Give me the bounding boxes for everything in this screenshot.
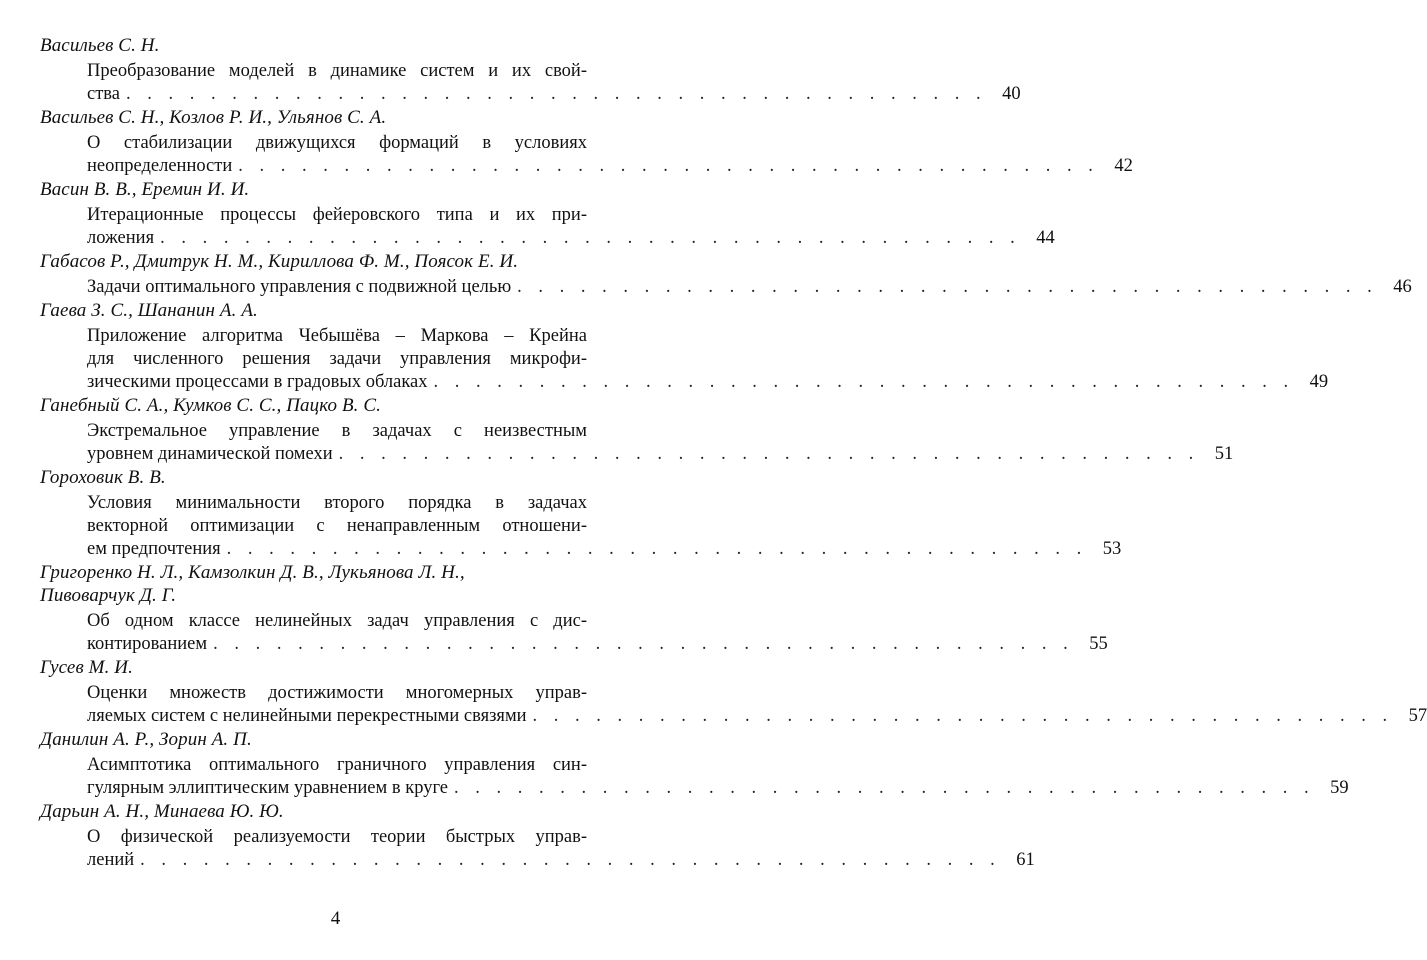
- entry-title-line: зическими процессами в градовых облаках: [87, 372, 428, 392]
- entry-authors: Ганебный С. А., Кумков С. С., Пацко В. С.: [40, 395, 381, 416]
- dot-leader: . . . . . . . . . . . . . . . . . . . . . . . . . . . . . . . . . . . . . . . . .: [454, 778, 1315, 798]
- dot-leader: . . . . . . . . . . . . . . . . . . . . . . . . . . . . . . . . . . . . . . . . .: [338, 444, 1200, 464]
- entry-title: [87, 276, 1412, 299]
- entry-title-line: Экстремальное управление в задачах с неизвестным: [87, 421, 587, 441]
- entry-title-line: Преобразование моделей в динамике систем и их свой-: [87, 61, 587, 81]
- dot-leader: . . . . . . . . . . . . . . . . . . . . . . . . . . . . . . . . . . . . . . . . .: [160, 228, 1021, 248]
- entry-title-line: векторной оптимизации с ненаправленным отношени-: [87, 516, 587, 536]
- page-number: 4: [330, 908, 341, 929]
- dot-leader: . . . . . . . . . . . . . . . . . . . . . . . . . . . . . . . . . . . . . . . . .: [532, 706, 1394, 726]
- toc-entry: [40, 656, 1427, 728]
- entry-title-last-line: [87, 538, 1122, 561]
- entry-title: [87, 204, 1055, 250]
- dot-leader: . . . . . . . . . . . . . . . . . . . . . . . . . . . . . . . . . . . . . . . . .: [213, 634, 1074, 654]
- entry-title: [87, 60, 1021, 106]
- dot-leader: . . . . . . . . . . . . . . . . . . . . . . . . . . . . . . . . . . . . . . . . .: [517, 277, 1378, 297]
- entry-page-number: 46: [1393, 277, 1412, 297]
- entry-title-last-line: [87, 371, 1329, 394]
- entry-title-line: ем предпочтения: [87, 539, 221, 559]
- toc-entry: [40, 561, 1108, 656]
- entry-page-number: 42: [1114, 156, 1133, 176]
- entry-title: [87, 420, 1234, 466]
- toc-entry: [40, 178, 1055, 250]
- entry-title-line: ляемых систем с нелинейными перекрестными связями: [87, 706, 527, 726]
- entry-title: [87, 682, 1427, 728]
- entry-page-number: 40: [1002, 84, 1021, 104]
- entry-title-line: контированием: [87, 634, 208, 654]
- entry-title-line: уровнем динамической помехи: [87, 444, 333, 464]
- entry-title: [87, 325, 1329, 394]
- entry-page-number: 55: [1089, 634, 1108, 654]
- entry-title-last-line: [87, 227, 1055, 250]
- entry-authors: Гусев М. И.: [40, 657, 133, 678]
- entry-title-last-line: [87, 443, 1234, 466]
- entry-title: [87, 132, 1133, 178]
- entry-title-line: гулярным эллиптическим уравнением в круге: [87, 778, 449, 798]
- entry-title-line: ложения: [87, 228, 155, 248]
- entry-authors: Васильев С. Н., Козлов Р. И., Ульянов С. А.: [40, 107, 387, 128]
- entry-authors: Васильев С. Н.: [40, 35, 160, 56]
- entry-authors: Габасов Р., Дмитрук Н. М., Кириллова Ф. М., Поясок Е. И.: [40, 251, 519, 272]
- entry-title-last-line: [87, 155, 1133, 178]
- entry-title-last-line: [87, 83, 1021, 106]
- entry-title: [87, 754, 1349, 800]
- entry-page-number: 51: [1214, 444, 1234, 464]
- toc-entry: [40, 250, 1412, 299]
- toc-entry: [40, 728, 1349, 800]
- entry-authors: Гороховик В. В.: [40, 467, 166, 488]
- entry-page-number: 53: [1102, 539, 1122, 559]
- entry-authors: Григоренко Н. Л., Камзолкин Д. В., Лукьянова Л. Н.,: [40, 562, 465, 583]
- entry-title-last-line: [87, 849, 1035, 872]
- entry-title-line: неопределенности: [87, 156, 233, 176]
- entry-title-line: Итерационные процессы фейеровского типа и их при-: [87, 205, 587, 225]
- entry-title: [87, 826, 1035, 872]
- entry-title-line: Задачи оптимального управления с подвижной целью: [87, 277, 512, 297]
- entry-page-number: 49: [1309, 372, 1329, 392]
- entry-page-number: 44: [1036, 228, 1055, 248]
- entry-authors: Гаева З. С., Шананин А. А.: [40, 300, 258, 321]
- entry-title-last-line: [87, 705, 1427, 728]
- entry-title: [87, 610, 1108, 656]
- entry-title-line: ства: [87, 84, 120, 104]
- entry-page-number: 61: [1016, 850, 1035, 870]
- entry-authors: Васин В. В., Еремин И. И.: [40, 179, 250, 200]
- toc-entry: [40, 34, 1021, 106]
- dot-leader: . . . . . . . . . . . . . . . . . . . . . . . . . . . . . . . . . . . . . . . . .: [433, 372, 1295, 392]
- toc-entry: [40, 106, 1133, 178]
- entry-title-line: Оценки множеств достижимости многомерных управ-: [87, 683, 587, 703]
- entry-title-line: О физической реализуемости теории быстрых управ-: [87, 827, 587, 847]
- entry-title-line: для численного решения задачи управления микрофи-: [87, 349, 587, 369]
- toc-entry: [40, 466, 1122, 561]
- toc-entry: [40, 800, 1035, 872]
- entry-title-line: Приложение алгоритма Чебышёва – Маркова – Крейна: [87, 326, 587, 346]
- entry-title-line: лений: [87, 850, 135, 870]
- entry-title: [87, 492, 1122, 561]
- entry-title-last-line: [87, 276, 1412, 299]
- dot-leader: . . . . . . . . . . . . . . . . . . . . . . . . . . . . . . . . . . . . . . . . .: [140, 850, 1001, 870]
- dot-leader: . . . . . . . . . . . . . . . . . . . . . . . . . . . . . . . . . . . . . . . . .: [238, 156, 1099, 176]
- entry-title-last-line: [87, 777, 1349, 800]
- entry-authors-continued: Пивоварчук Д. Г.: [40, 585, 177, 606]
- entry-title-line: О стабилизации движущихся формаций в условиях: [87, 133, 587, 153]
- dot-leader: . . . . . . . . . . . . . . . . . . . . . . . . . . . . . . . . . . . . . . . . .: [126, 84, 987, 104]
- entry-page-number: 57: [1408, 706, 1427, 726]
- entry-authors: Дарьин А. Н., Минаева Ю. Ю.: [40, 801, 284, 822]
- dot-leader: . . . . . . . . . . . . . . . . . . . . . . . . . . . . . . . . . . . . . . . . .: [226, 539, 1088, 559]
- entry-title-last-line: [87, 633, 1108, 656]
- entry-title-line: Об одном классе нелинейных задач управления с дис-: [87, 611, 587, 631]
- table-of-contents: [40, 34, 1427, 872]
- toc-entry: [40, 299, 1329, 394]
- entry-authors: Данилин А. Р., Зорин А. П.: [40, 729, 252, 750]
- entry-page-number: 59: [1330, 778, 1349, 798]
- entry-title-line: Условия минимальности второго порядка в задачах: [87, 493, 587, 513]
- toc-entry: [40, 394, 1234, 466]
- entry-title-line: Асимптотика оптимального граничного управления син-: [87, 755, 587, 775]
